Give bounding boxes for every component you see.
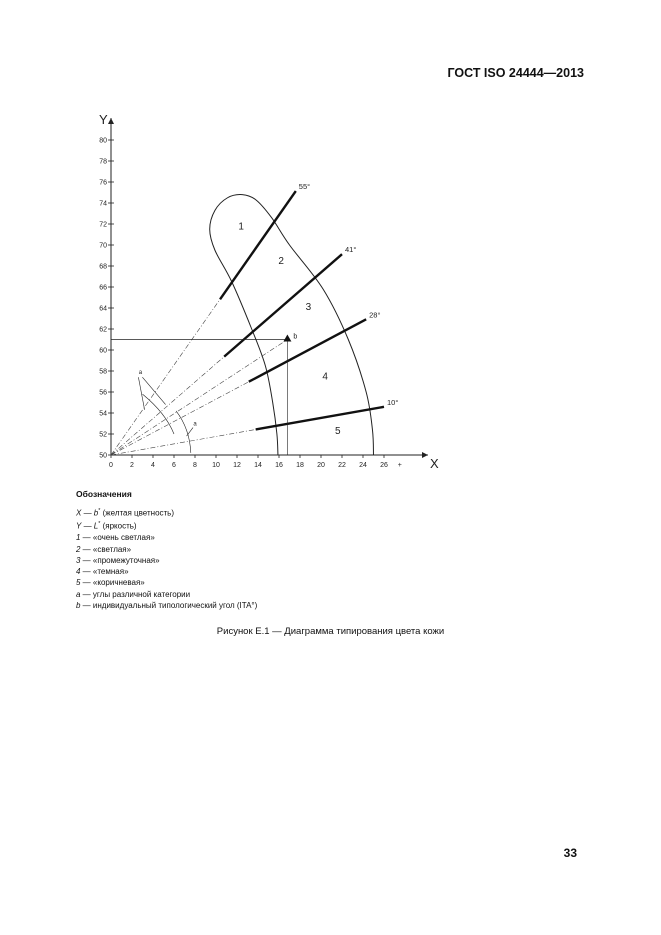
legend-item: 2 — «светлая»: [76, 544, 132, 554]
legend-title: Обозначения: [76, 489, 132, 499]
legend-text: «темная»: [92, 567, 129, 577]
legend-text: «светлая»: [92, 544, 132, 554]
x-axis-label: X: [430, 456, 439, 471]
legend-item: 5 — «коричневая»: [76, 578, 145, 588]
y-tick-label: 62: [99, 326, 107, 334]
legend-text: углы различной категории: [92, 589, 191, 599]
y-tick-label: 78: [99, 158, 107, 166]
legend-key: 1: [76, 533, 81, 543]
region-label: 2: [278, 255, 284, 267]
y-tick-label: 80: [99, 137, 107, 145]
region-label: 1: [238, 221, 244, 233]
point-b-marker: [283, 335, 291, 342]
x-tick-label: 22: [338, 462, 346, 469]
legend-text: (яркость): [100, 521, 137, 531]
y-tick-label: 74: [99, 200, 107, 208]
angle-line-bold-55: [220, 191, 296, 299]
region-label: 5: [335, 426, 341, 437]
point-b-angle-line: [111, 340, 287, 456]
category-boundary-curve: [210, 195, 374, 455]
x-tick-label: 18: [296, 462, 304, 469]
y-tick-label: 50: [99, 452, 107, 460]
document-code: ГОСТ ISO 24444—2013: [447, 66, 584, 80]
legend-key: 3: [76, 555, 81, 565]
legend-item: Y — L* (яркость): [76, 521, 137, 531]
legend-text: индивидуальный типологический угол (ITA°): [92, 600, 258, 610]
y-tick-label: 60: [99, 347, 107, 355]
annotation-leader: [142, 377, 165, 404]
angle-arc: [176, 411, 191, 453]
x-tick-label: 4: [151, 462, 155, 469]
legend-key: 2: [76, 544, 81, 554]
legend-symbol-superscript: *: [98, 521, 101, 528]
legend-item: b — индивидуальный типологический угол (ITA°): [76, 600, 258, 610]
x-tick-label: 10: [212, 462, 220, 469]
legend-key: b: [76, 600, 81, 610]
legend-item: 4 — «темная»: [76, 567, 129, 577]
annotation-a-label: a: [138, 370, 143, 377]
y-tick-label: 70: [99, 242, 107, 250]
legend-text: «промежуточная»: [92, 555, 160, 565]
y-tick-label: 66: [99, 284, 107, 292]
x-tick-label: 2: [130, 462, 134, 469]
y-tick-label: 52: [99, 431, 107, 439]
legend-text: «коричневая»: [92, 578, 145, 588]
region-label: 3: [305, 302, 312, 314]
legend-symbol: b: [93, 508, 99, 518]
angle-line-bold-28: [249, 319, 366, 381]
legend-key: 5: [76, 578, 81, 588]
legend-key: X: [76, 508, 82, 518]
legend-text: «очень светлая»: [92, 533, 155, 543]
legend-item: a — углы различной категории: [76, 589, 191, 599]
x-axis-end-tick: +: [397, 462, 402, 469]
y-axis-label: Y: [99, 112, 108, 127]
legend: [76, 489, 257, 611]
y-tick-label: 72: [99, 221, 107, 229]
angle-label: 41°: [345, 245, 357, 255]
legend-text: (желтая цветность): [100, 508, 175, 518]
region-label: 4: [322, 371, 328, 383]
x-tick-label: 16: [275, 462, 283, 469]
angle-label: 10°: [387, 397, 399, 407]
x-tick-label: 24: [359, 462, 367, 469]
angle-label: 55°: [298, 182, 311, 192]
x-tick-label: 14: [254, 462, 262, 469]
x-axis-arrow: [422, 452, 428, 458]
legend-item: 1 — «очень светлая»: [76, 533, 155, 543]
figure-caption: Рисунок Е.1 — Диаграмма типирования цвета кожи: [216, 626, 445, 637]
annotation-leader: [187, 428, 193, 437]
x-tick-label: 0: [109, 462, 113, 469]
legend-key: 4: [76, 567, 81, 577]
angle-label: 28°: [369, 310, 381, 320]
x-tick-label: 6: [172, 462, 176, 469]
x-tick-label: 12: [233, 462, 241, 469]
legend-item: X — b* (желтая цветность): [76, 508, 175, 518]
y-tick-label: 58: [99, 368, 107, 376]
page-number: 33: [563, 846, 577, 860]
y-tick-label: 68: [99, 263, 107, 271]
y-tick-label: 54: [99, 410, 107, 418]
x-tick-label: 8: [193, 462, 197, 469]
legend-symbol-superscript: *: [98, 508, 101, 515]
y-axis-arrow: [108, 118, 114, 124]
y-tick-label: 64: [99, 305, 107, 313]
y-tick-label: 76: [99, 179, 107, 187]
legend-symbol: L: [93, 521, 99, 531]
legend-item: 3 — «промежуточная»: [76, 555, 160, 565]
annotation-a-label: a: [193, 421, 197, 428]
legend-items: [76, 506, 257, 611]
legend-key: a: [76, 589, 81, 599]
y-tick-label: 56: [99, 389, 107, 397]
x-tick-label: 20: [317, 462, 325, 469]
annotation-leader: [138, 377, 144, 410]
point-b-label: b: [293, 333, 298, 341]
x-tick-label: 26: [380, 462, 388, 469]
legend-key: Y: [76, 521, 82, 531]
